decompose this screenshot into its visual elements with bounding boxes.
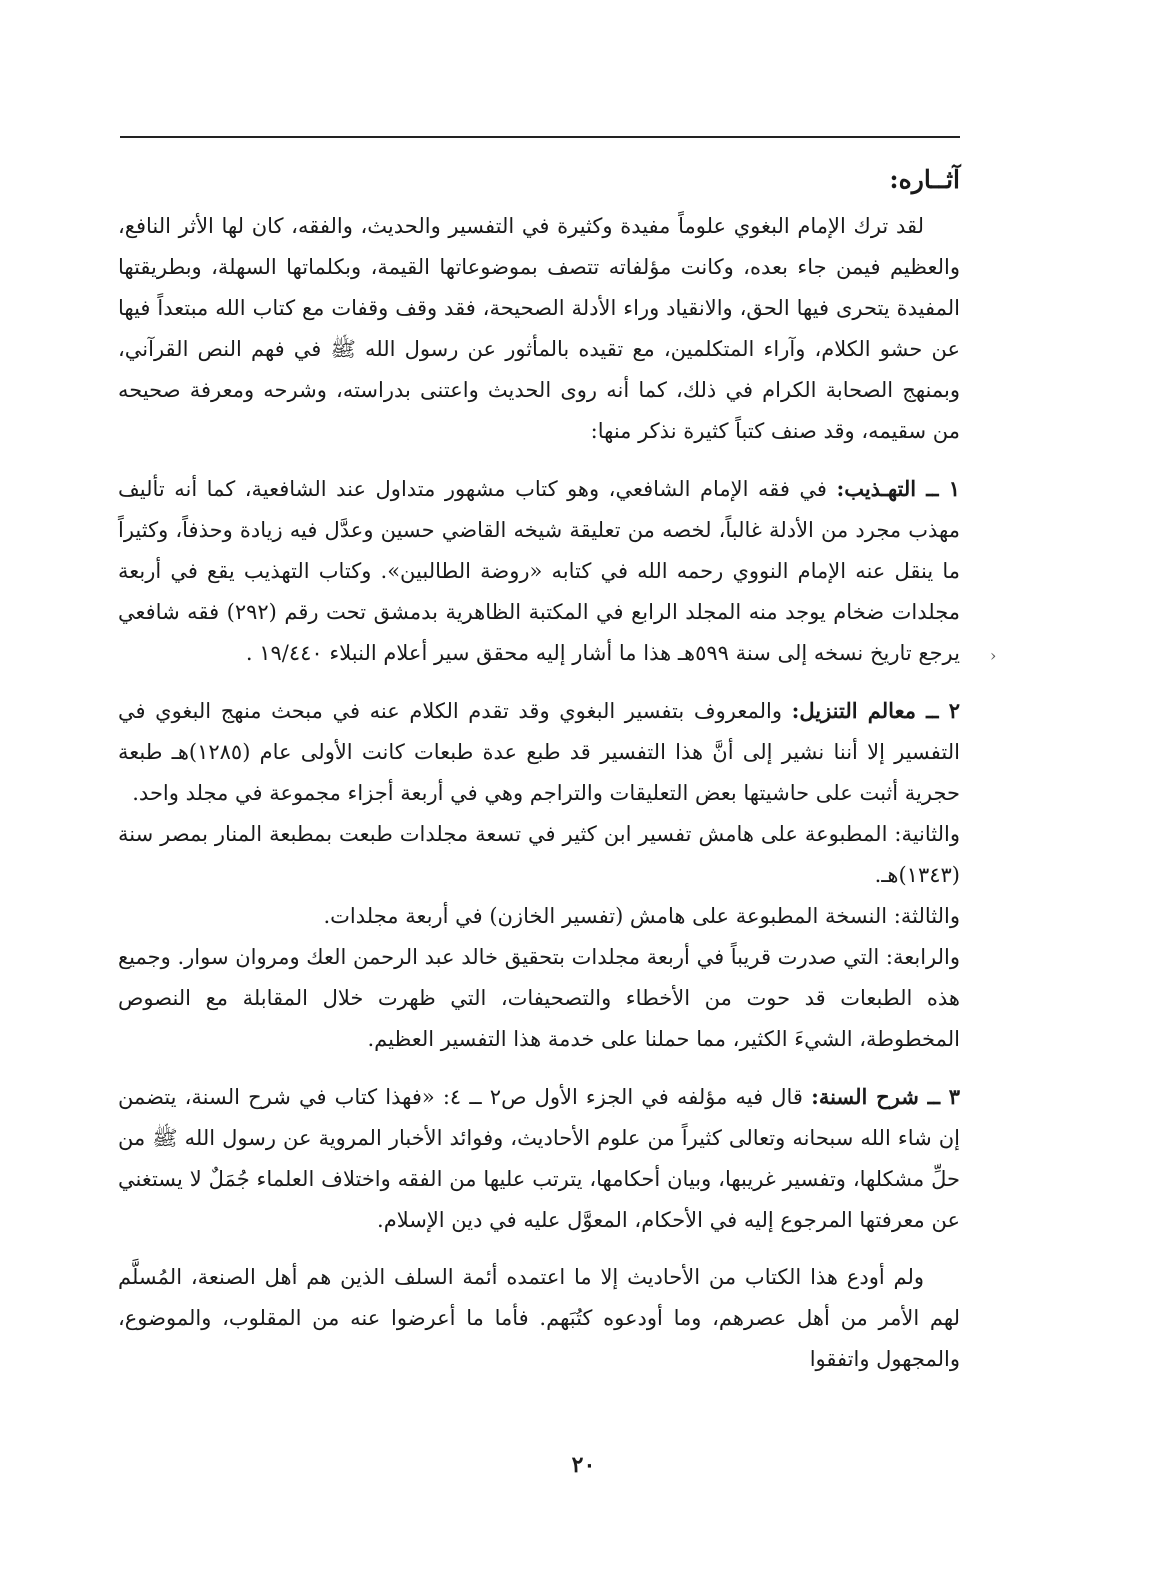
entry-maalim bbox=[118, 690, 960, 814]
header-rule bbox=[120, 136, 960, 138]
entry-tahdhib bbox=[118, 468, 960, 674]
edition-second: والثانية: المطبوعة على هامش تفسير ابن كثير في تسعة مجلدات طبعت بمطبعة المنار بمصر سنة (١٣٤٣)هـ. bbox=[118, 822, 960, 887]
entry-maalim-text: والمعروف بتفسير البغوي وقد تقدم الكلام عنه في مبحث منهج البغوي في التفسير إلا أننا نشير إلى أنَّ هذا التفسير قد طبع عدة طبعات كانت الأولى عام (١٢٨٥)هـ طبعة حجرية أثبت على حاشيتها بعض التعليقات والتراجم وهي في أربعة أجزاء مجموعة في مجلد واحد. bbox=[118, 699, 960, 805]
section-heading: آثــاره: bbox=[889, 165, 960, 194]
entry-tahdhib-title: ١ ــ التهـذيب: bbox=[836, 476, 960, 501]
edition-fourth: والرابعة: التي صدرت قريباً في أربعة مجلدات بتحقيق خالد عبد الرحمن العك ومروان سوار. وجميع هذه الطبعات قد حوت من الأخطاء والتصحيفات، التي ظهرت خلال المقابلة مع النصوص المخطوطة، الشيءَ الكثير، مما حملنا على خدمة هذا التفسير العظيم. bbox=[118, 945, 960, 1051]
entry-sharh-sunnah-title: ٣ ــ شرح السنة: bbox=[811, 1084, 961, 1109]
page-body bbox=[118, 160, 960, 1380]
page-number: ٢٠ bbox=[571, 1452, 596, 1478]
edition-third: والثالثة: النسخة المطبوعة على هامش (تفسير الخازن) في أربعة مجلدات. bbox=[323, 904, 960, 928]
entry-tahdhib-text: في فقه الإمام الشافعي، وهو كتاب مشهور متداول عند الشافعية، كما أنه تأليف مهذب مجرد من الأدلة غالباً، لخصه من تعليقة شيخه القاضي حسين وعدَّل فيه زيادة وحذفاً، وكثيراً ما ينقل عنه الإمام النووي رحمه الله في كتابه «روضة الطالبين». وكتاب التهذيب يقع في أربعة مجلدات ضخام يوجد منه المجلد الرابع في المكتبة الظاهرية بدمشق تحت رقم (٢٩٢) فقه شافعي يرجع تاريخ نسخه إلى سنة ٥٩٩هـ هذا ما أشار إليه محقق سير أعلام النبلاء ١٩/٤٤٠ . bbox=[118, 477, 960, 665]
quote-paragraph: ولم أودع هذا الكتاب من الأحاديث إلا ما اعتمده أئمة السلف الذين هم أهل الصنعة، المُسلَّم لهم الأمر من أهل عصرهم، وما أودعوه كتُبَهم. فأما ما أعرضوا عنه من المقلوب، والموضوع، والمجهول واتفقوا bbox=[118, 1265, 960, 1371]
entry-sharh-sunnah-text: قال فيه مؤلفه في الجزء الأول ص٢ ــ ٤: «فهذا كتاب في شرح السنة، يتضمن إن شاء الله سبحانه وتعالى كثيراً من علوم الأحاديث، وفوائد الأخبار المروية عن رسول الله ﷺ من حلِّ مشكلها، وتفسير غريبها، وبيان أحكامها، يترتب عليها من الفقه واختلاف العلماء جُمَلٌ لا يستغني عن معرفتها المرجوع إليه في الأحكام، المعوَّل عليه في دين الإسلام. bbox=[118, 1085, 960, 1232]
entry-sharh-sunnah bbox=[118, 1076, 960, 1241]
margin-check-mark-icon: › bbox=[990, 646, 997, 665]
entry-maalim-title: ٢ ــ معالم التنزيل: bbox=[791, 698, 961, 723]
intro-paragraph: لقد ترك الإمام البغوي علوماً مفيدة وكثيرة في التفسير والحديث، والفقه، كان لها الأثر النافع، والعظيم فيمن جاء بعده، وكانت مؤلفاته تتصف بموضوعاتها القيمة، وبكلماتها السهلة، وبطريقتها المفيدة يتحرى فيها الحق، والانقياد وراء الأدلة الصحيحة، فقد وقف وقفات مع كتاب الله مبتعداً فيها عن حشو الكلام، وآراء المتكلمين، مع تقيده بالمأثور عن رسول الله ﷺ في فهم النص القرآني، وبمنهج الصحابة الكرام في ذلك، كما أنه روى الحديث واعتنى بدراسته، وشرحه ومعرفة صحيحه من سقيمه، وقد صنف كتباً كثيرة نذكر منها: bbox=[118, 214, 960, 443]
